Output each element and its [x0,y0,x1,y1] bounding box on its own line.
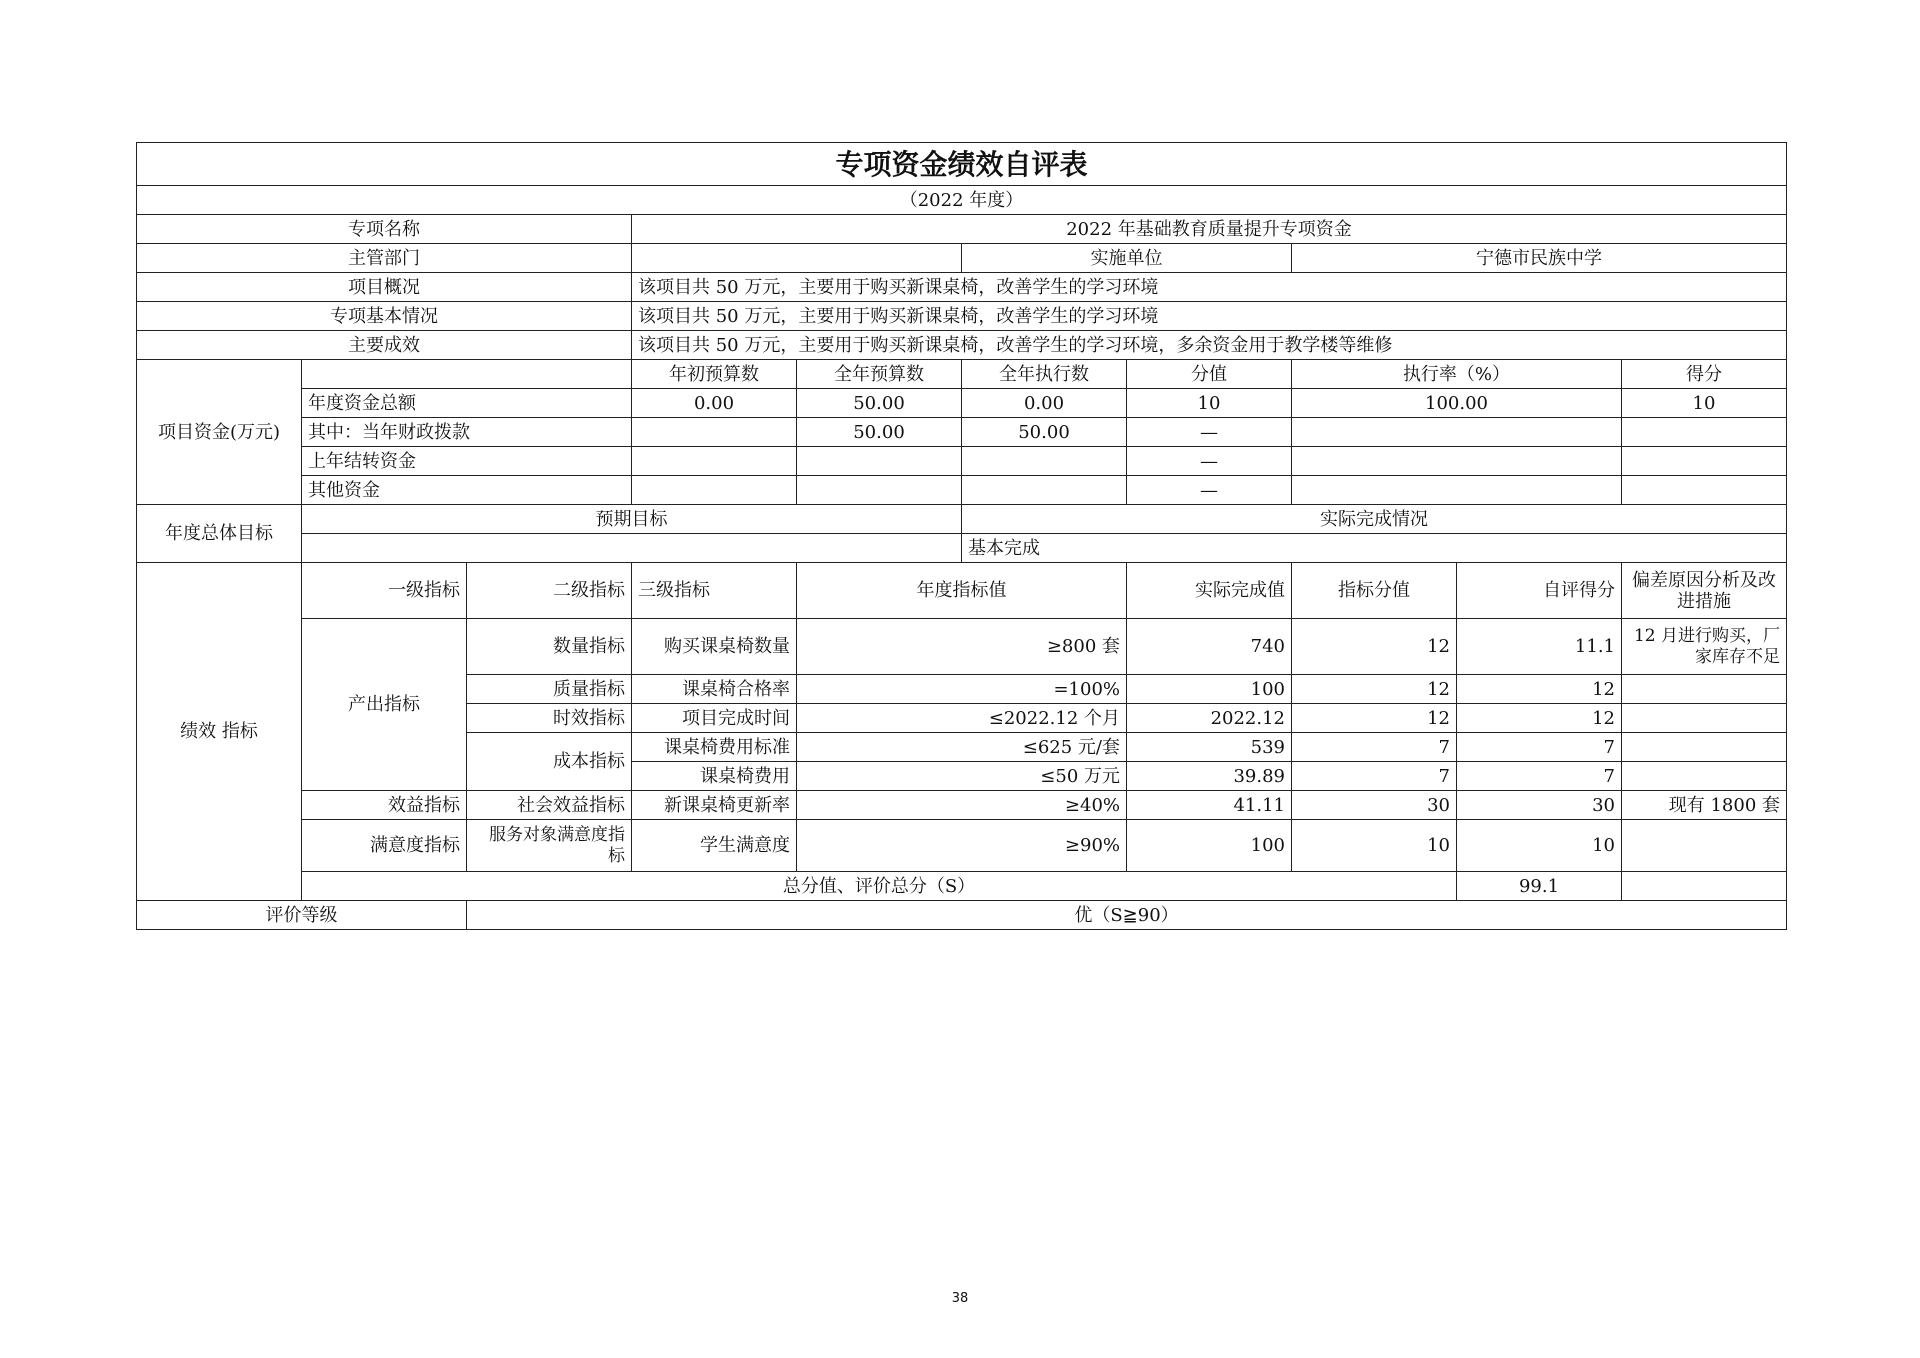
funds-header: 得分 [1622,360,1787,389]
perf-header-target: 年度指标值 [797,563,1127,619]
dept-label: 主管部门 [137,244,632,273]
actual-status-label: 实际完成情况 [962,505,1787,534]
annual-goal-label: 年度总体目标 [137,505,302,563]
satisfaction-indicator-label: 满意度指标 [302,820,467,872]
basic-info-label: 专项基本情况 [137,302,632,331]
grade-label: 评价等级 [137,901,467,930]
project-name-value: 2022 年基础教育质量提升专项资金 [632,215,1787,244]
perf-score: 11.1 [1457,619,1622,675]
social-benefit-label: 社会效益指标 [467,791,632,820]
perf-header-l3: 三级指标 [632,563,797,619]
perf-score: 12 [1457,675,1622,704]
perf-note [1622,704,1787,733]
perf-score-max: 12 [1292,619,1457,675]
perf-note [1622,733,1787,762]
funds-cell [962,447,1127,476]
actual-status-value: 基本完成 [962,534,1787,563]
perf-header-score: 自评得分 [1457,563,1622,619]
perf-actual: 539 [1127,733,1292,762]
perf-score-max: 12 [1292,675,1457,704]
perf-note [1622,820,1787,872]
perf-l3: 课桌椅费用 [632,762,797,791]
perf-actual: 740 [1127,619,1292,675]
perf-l3: 课桌椅合格率 [632,675,797,704]
quantity-indicator-label: 数量指标 [467,619,632,675]
funds-cell [632,476,797,505]
main-result-label: 主要成效 [137,331,632,360]
funds-row-name: 其中：当年财政拨款 [302,418,632,447]
funds-header: 全年预算数 [797,360,962,389]
total-score-value: 99.1 [1457,872,1622,901]
perf-target: ≤625 元/套 [797,733,1127,762]
perf-score: 30 [1457,791,1622,820]
perf-score: 12 [1457,704,1622,733]
perf-actual: 39.89 [1127,762,1292,791]
perf-row [137,820,1787,872]
perf-l3: 项目完成时间 [632,704,797,733]
funds-row [137,389,1787,418]
funds-row-name: 其他资金 [302,476,632,505]
expected-goal-label: 预期目标 [302,505,962,534]
output-indicator-label: 产出指标 [302,619,467,791]
funds-cell [1292,476,1622,505]
project-name-label: 专项名称 [137,215,632,244]
perf-l3: 购买课桌椅数量 [632,619,797,675]
overview-value: 该项目共 50 万元，主要用于购买新课桌椅，改善学生的学习环境 [632,273,1787,302]
funds-cell [1622,418,1787,447]
overview-label: 项目概况 [137,273,632,302]
perf-target: ≥40% [797,791,1127,820]
funds-cell: 10 [1127,389,1292,418]
funds-cell [632,418,797,447]
cost-indicator-label: 成本指标 [467,733,632,791]
service-satisfaction-label: 服务对象满意度指标 [467,820,632,872]
funds-cell: — [1127,418,1292,447]
perf-row [137,619,1787,675]
perf-l3: 新课桌椅更新率 [632,791,797,820]
funds-cell: 50.00 [962,418,1127,447]
impl-unit-label: 实施单位 [962,244,1292,273]
perf-score: 7 [1457,762,1622,791]
grade-value: 优（S≧90） [467,901,1787,930]
funds-cell [1292,418,1622,447]
funds-cell: 10 [1622,389,1787,418]
funds-header: 年初预算数 [632,360,797,389]
funds-header: 分值 [1127,360,1292,389]
funds-row [137,447,1787,476]
perf-l3: 课桌椅费用标准 [632,733,797,762]
funds-row [137,418,1787,447]
perf-actual: 41.11 [1127,791,1292,820]
page-number: 38 [951,1291,969,1306]
benefit-indicator-label: 效益指标 [302,791,467,820]
funds-cell: 100.00 [1292,389,1622,418]
funds-cell [1292,447,1622,476]
perf-target: ≥90% [797,820,1127,872]
expected-goal-value [302,534,962,563]
perf-target: ≤2022.12 个月 [797,704,1127,733]
sheet-title: 专项资金绩效自评表 [137,143,1787,186]
funds-label: 项目资金(万元) [137,360,302,505]
funds-cell [632,447,797,476]
perf-header-l2: 二级指标 [467,563,632,619]
total-score-label: 总分值、评价总分（S） [302,872,1457,901]
funds-row-name: 年度资金总额 [302,389,632,418]
perf-score: 7 [1457,733,1622,762]
perf-note: 现有 1800 套 [1622,791,1787,820]
performance-label: 绩效 指标 [137,563,302,901]
perf-header-score-max: 指标分值 [1292,563,1457,619]
main-result-value: 该项目共 50 万元，主要用于购买新课桌椅，改善学生的学习环境，多余资金用于教学楼等维修 [632,331,1787,360]
funds-cell [797,476,962,505]
dept-value [632,244,962,273]
perf-actual: 100 [1127,820,1292,872]
perf-score-max: 7 [1292,733,1457,762]
perf-note [1622,762,1787,791]
perf-score-max: 12 [1292,704,1457,733]
basic-info-value: 该项目共 50 万元，主要用于购买新课桌椅，改善学生的学习环境 [632,302,1787,331]
impl-unit-value: 宁德市民族中学 [1292,244,1787,273]
perf-header-note: 偏差原因分析及改进措施 [1622,563,1787,619]
perf-score-max: 7 [1292,762,1457,791]
perf-note: 12 月进行购买，厂家库存不足 [1622,619,1787,675]
perf-target: ≥800 套 [797,619,1127,675]
funds-cell: 50.00 [797,389,962,418]
funds-cell: 0.00 [632,389,797,418]
perf-l3: 学生满意度 [632,820,797,872]
perf-actual: 2022.12 [1127,704,1292,733]
funds-cell: — [1127,447,1292,476]
perf-note [1622,675,1787,704]
perf-header-actual: 实际完成值 [1127,563,1292,619]
sheet-year: （2022 年度） [137,186,1787,215]
funds-cell: — [1127,476,1292,505]
perf-row [137,791,1787,820]
funds-cell: 50.00 [797,418,962,447]
perf-score-max: 30 [1292,791,1457,820]
evaluation-table [136,142,1787,930]
perf-score: 10 [1457,820,1622,872]
perf-actual: 100 [1127,675,1292,704]
perf-target: ≤50 万元 [797,762,1127,791]
funds-cell [1622,476,1787,505]
quality-indicator-label: 质量指标 [467,675,632,704]
funds-cell [797,447,962,476]
perf-target: =100% [797,675,1127,704]
timeliness-indicator-label: 时效指标 [467,704,632,733]
funds-header: 全年执行数 [962,360,1127,389]
perf-header-l1: 一级指标 [302,563,467,619]
performance-evaluation-sheet [136,142,1786,930]
funds-header-blank [302,360,632,389]
total-score-blank [1622,872,1787,901]
funds-row-name: 上年结转资金 [302,447,632,476]
funds-header: 执行率（%） [1292,360,1622,389]
funds-row [137,476,1787,505]
funds-cell: 0.00 [962,389,1127,418]
perf-score-max: 10 [1292,820,1457,872]
funds-cell [962,476,1127,505]
funds-cell [1622,447,1787,476]
